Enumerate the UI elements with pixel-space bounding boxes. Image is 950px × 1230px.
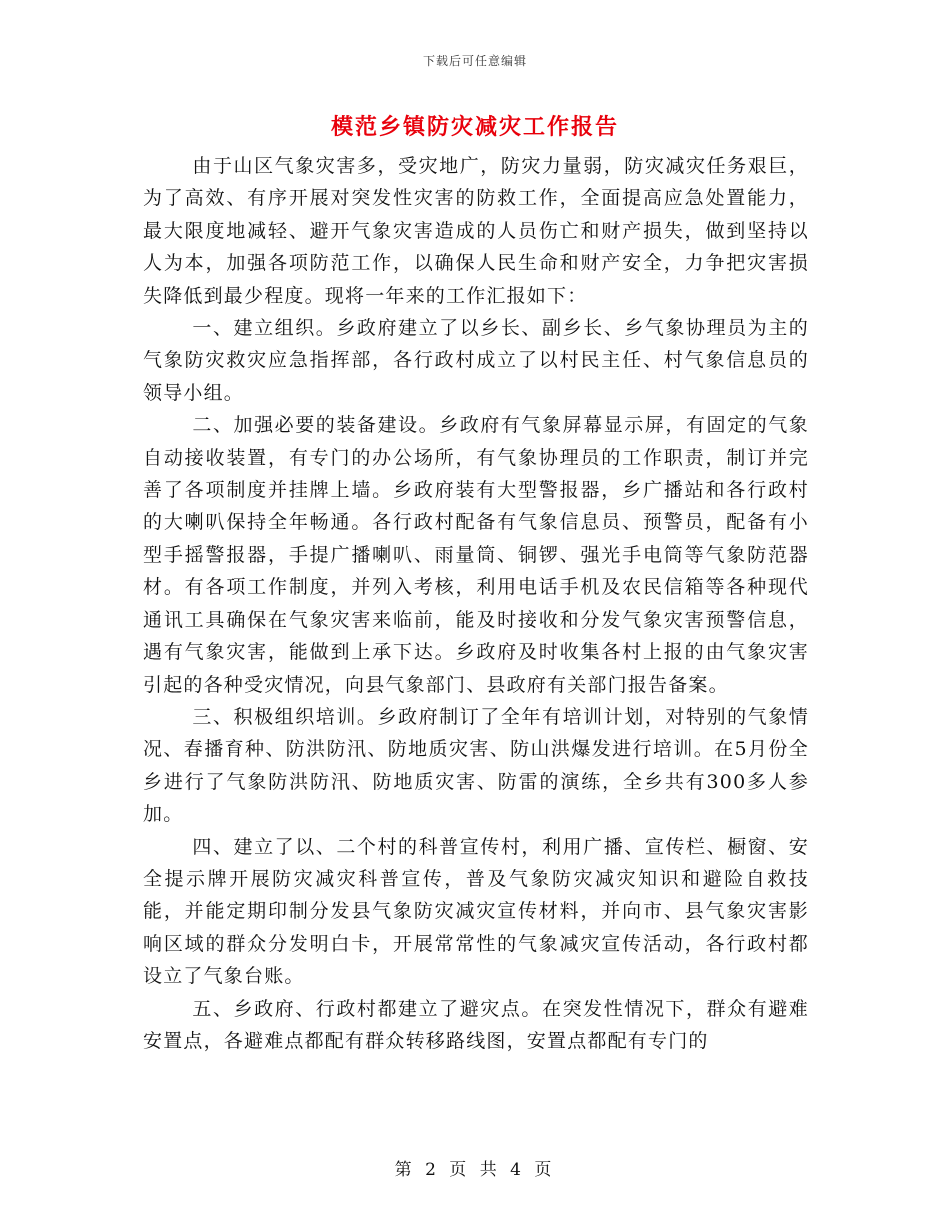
paragraph-section-1: 一、建立组织。乡政府建立了以乡长、副乡长、乡气象协理员为主的气象防灾救灾应急指挥部，各行政村成立了以村民主任、村气象信息员的领导小组。 [143,317,809,404]
paragraph-section-3: 三、积极组织培训。乡政府制订了全年有培训计划，对特别的气象情况、春播育种、防洪防汛、防地质灾害、防山洪爆发进行培训。在5月份全乡进行了气象防洪防汛、防地质灾害、防雷的演练，全乡共有300多人参加。 [143,705,809,826]
paragraph-section-5: 五、乡政府、行政村都建立了避灾点。在突发性情况下，群众有避难安置点，各避难点都配有群众转移路线图，安置点都配有专门的 [143,997,809,1052]
page-number-footer: 第 2 页 共 4 页 [394,1160,556,1180]
paragraph-intro: 由于山区气象灾害多，受灾地广，防灾力量弱，防灾减灾任务艰巨，为了高效、有序开展对突发性灾害的防救工作，全面提高应急处置能力，最大限度地减轻、避开气象灾害造成的人员伤亡和财产损失，做到坚持以人为本，加强各项防范工作，以确保人民生命和财产安全，力争把灾害损失降低到最少程度。现将一年来的工作汇报如下： [143,155,809,307]
document-body [143,150,809,1057]
paragraph-section-4: 四、建立了以、二个村的科普宣传村，利用广播、宣传栏、橱窗、安全提示牌开展防灾减灾科普宣传，普及气象防灾减灾知识和避险自救技能，并能定期印制分发县气象防灾减灾宣传材料，并向市、县气象灾害影响区域的群众分发明白卡，开展常常性的气象减灾宣传活动，各行政村都设立了气象台账。 [143,835,809,988]
document-title: 模范乡镇防灾减灾工作报告 [330,114,619,140]
header-note: 下载后可任意编辑 [422,54,527,68]
paragraph-section-2: 二、加强必要的装备建设。乡政府有气象屏幕显示屏，有固定的气象自动接收装置，有专门的办公场所，有气象协理员的工作职责，制订并完善了各项制度并挂牌上墙。乡政府装有大型警报器，乡广播站和各行政村的大喇叭保持全年畅通。各行政村配备有气象信息员、预警员，配备有小型手摇警报器，手提广播喇叭、雨量筒、铜锣、强光手电筒等气象防范器材。有各项工作制度，并列入考核，利用电话手机及农民信箱等各种现代通讯工具确保在气象灾害来临前，能及时接收和分发气象灾害预警信息，遇有气象灾害，能做到上承下达。乡政府及时收集各村上报的由气象灾害引起的各种受灾情况，向县气象部门、县政府有关部门报告备案。 [143,414,809,696]
